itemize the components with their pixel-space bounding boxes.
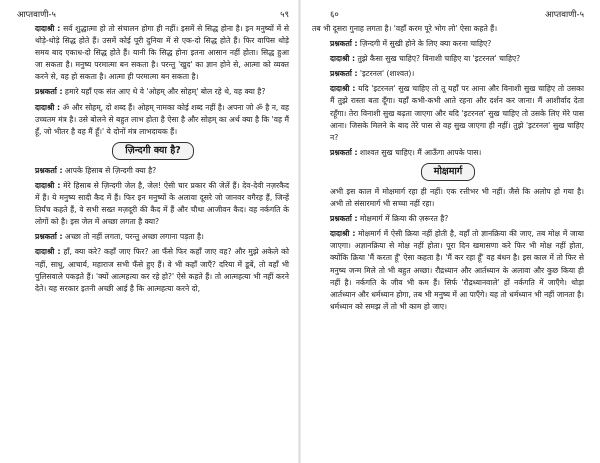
paragraph-text: मोक्षमार्ग में ऐसी क्रिया नहीं होती है, वहाँ तो ज्ञानक्रिया की जाए, तब मोक्ष में जाया जाएगा। अज्ञानक्रिया से मोक्ष नहीं होता। पूरा दिन खमासणा करे फिर भी मोक्ष नहीं होता, क्योंकि क्रिया 'मैं करता हूँ' ऐसा कहता है। 'मैं कर रहा हूँ' वह बंधन है। इस काल में तो फिर से मनुष्य जन्म मिले तो भी बहुत अच्छा। रौद्रध्यान और आर्तध्यान के अलावा और कुछ किया ही नहीं है। नर्कगति के जीव भी कम हैं। सिर्फ 'रौद्रध्यानवाले' हों नर्कगति में जाएँगे। थोड़ा आर्तध्यान और धर्मध्यान होगा, तब भी मनुष्य में आ पाएँगे। यह तो धर्मध्यान भी नहीं जानता है। धर्मध्यान को समझ लें तो भी काम हो जाए। — [330, 229, 585, 311]
paragraph-text: तब भी दूसरा गुनाह लगता है। 'वहाँ करम पूरे भोग लो' ऐसा कहते हैं। — [312, 24, 498, 33]
paragraph-text: 'इटरनल' (शाश्वत)। — [359, 69, 415, 79]
right-page-number: ६० — [330, 9, 339, 20]
left-paragraph-group-1 — [17, 23, 289, 138]
right-body — [312, 23, 584, 313]
paragraph — [312, 53, 584, 65]
paragraph-text: तुझे कैसा सुख चाहिए? विनाशी चाहिए या 'इटरनल' चाहिए? — [357, 54, 521, 64]
paragraph — [17, 86, 289, 98]
left-body — [17, 23, 289, 295]
speaker-label: दादाश्री : — [330, 54, 356, 64]
paragraph — [312, 83, 584, 143]
right-header-title: आप्तवाणी-५ — [545, 9, 584, 20]
left-running-header — [17, 8, 289, 20]
speaker-label: प्रश्नकर्ता : — [35, 87, 63, 97]
left-page-number: ५९ — [280, 9, 289, 20]
paragraph-text: मोक्षमार्ग में क्रिया की ज़रूरत है? — [359, 214, 449, 224]
section-heading-mokshmarg: मोक्षमार्ग — [312, 163, 584, 181]
paragraph — [312, 23, 584, 35]
left-paragraph-group-2 — [17, 165, 289, 295]
paragraph — [312, 186, 584, 210]
paragraph-text: आपके हिसाब से ज़िन्दगी क्या है? — [64, 165, 157, 175]
section-heading-zindagi: ज़िन्दगी क्या है? — [17, 142, 289, 160]
paragraph — [17, 23, 289, 83]
paragraph-text: सर्व शुद्धात्मा हो तो संचालन होगा ही नहीं। इसमें से सिद्ध होना है। इन मनुष्यों में से थोड़े-थोड़े सिद्ध होते हैं। उसमें कोई पूरी दुनिया में से एक-दो सिद्ध होते हैं। फिर वापिस थोड़े समय बाद एकाध-दो सिद्ध होते हैं। यानी कि सिद्ध होना इतना आसान नहीं होता। सिद्ध हुआ जा सकता है। मनुष्य परमात्मा बन सकता है। परन्तु 'खुद' का ज्ञान होने से, आत्मा को व्यक्त करने से, वह हो सकता है। आत्मा ही परमात्मा बन सकता है। — [35, 24, 289, 82]
paragraph-text: हाँ, क्या करे? कहाँ जाए फिर? आ फँसे फिर कहाँ जाए वह? और मुझे अकेले को नहीं, साधु, आचार्य, महाराज सभी फँसे हुए हैं। वे भी कहाँ जाएँ? दरिया में डूबें, तो वहाँ भी पुलिसवाले पकड़ते हैं। 'क्यों आत्महत्या कर रहे हो?' ऐसे कहते हैं। तो आत्महत्या भी नहीं करने देते। यह सरकार इतनी अच्छी आई है कि आत्महत्या करने दो, — [35, 247, 289, 293]
speaker-label: प्रश्नकर्ता : — [330, 214, 358, 224]
paragraph — [312, 68, 584, 80]
speaker-label: प्रश्नकर्ता : — [330, 39, 358, 49]
speaker-label: दादाश्री : — [330, 84, 356, 94]
speaker-label: दादाश्री : — [35, 247, 61, 257]
speaker-label: दादाश्री : — [35, 102, 61, 112]
paragraph — [17, 231, 289, 243]
right-paragraph-group-1 — [312, 23, 584, 159]
paragraph — [312, 213, 584, 225]
speaker-label: प्रश्नकर्ता : — [35, 165, 63, 175]
speaker-label: दादाश्री : — [35, 24, 61, 33]
paragraph-text: यदि 'इटरनल' सुख चाहिए तो तू यहाँ पर आना और विनाशी सुख चाहिए तो उसका मैं तुझे रास्ता बता दूँगा। यहाँ कभी-कभी आते रहना और दर्शन कर जाना। मैं आशीर्वाद देता रहूँगा। तेरा विनाशी सुख बढ़ता जाएगा और यदि 'इटरनल' सुख चाहिए तो उसके लिए मेरे पास आना। जिसके मिलने के बाद तेरे पास से वह सुख जाएगा ही नहीं। तुझे 'इटरनल' सुख चाहिए न? — [330, 84, 584, 142]
paragraph-text: शाश्वत सुख चाहिए। मैं आऊँगा आपके पास। — [359, 147, 482, 157]
paragraph-text: ज़िन्दगी में सुखी होने के लिए क्या करना चाहिए? — [359, 39, 492, 49]
paragraph — [312, 147, 584, 159]
speaker-label: प्रश्नकर्ता : — [35, 232, 63, 242]
right-page — [300, 0, 600, 463]
speaker-label: दादाश्री : — [35, 180, 61, 190]
left-page — [0, 0, 299, 463]
paragraph — [312, 228, 584, 313]
paragraph-text: हमारे यहाँ एक संत आए थे वे 'ओहम् और सोहम्' बोल रहे थे, वह क्या है? — [64, 87, 266, 97]
paragraph — [17, 102, 289, 138]
right-paragraph-group-2 — [312, 186, 584, 313]
speaker-label: दादाश्री : — [330, 229, 356, 239]
left-header-title: आप्तवाणी-५ — [17, 9, 56, 20]
paragraph — [17, 246, 289, 294]
paragraph-text: मेरे हिसाब से ज़िन्दगी जेल है, जेल! ऐसी चार प्रकार की जेलें हैं। देव-देवी नज़रकैद में हैं। ये मनुष्य सादी कैद में हैं। फिर इन मनुष्यों के अलावा दूसरे जो जानवर वगैरह हैं, जिन्हें तिर्यंच कहते हैं, वे सभी सख्त मज़दूरी की कैद में हैं और चौथा आजीवन कैद। वह नर्कगति के लोगों को है। इस जेल में अच्छा लगता है क्या? — [35, 180, 289, 227]
paragraph — [17, 180, 289, 228]
paragraph-text: अच्छा तो नहीं लगता, परन्तु अच्छा लगाना पड़ता है। — [64, 232, 204, 242]
paragraph-text: ॐ और सोहम्, दो शब्द हैं। ओहम् नामका कोई शब्द नहीं है। अपना जो ॐ है न, वह उच्चतम मंत्र है। उसे बोलने से बहुत लाभ होता है ऐसा है और सोहम् का अर्थ क्या है कि 'वह मैं हूँ, जो भीतर है वह मैं हूँ।' ये दोनों मंत्र लाभदायक हैं। — [35, 102, 289, 136]
paragraph — [17, 165, 289, 177]
speaker-label: प्रश्नकर्ता : — [330, 147, 358, 157]
paragraph — [312, 38, 584, 50]
right-running-header — [312, 8, 584, 20]
paragraph-text: अभी इस काल में मोक्षमार्ग रहा ही नहीं। एक रत्तीभर भी नहीं। जैसे कि अलोप हो गया है। अभी तो संसारमार्ग भी सच्चा नहीं रहा। — [330, 186, 584, 209]
speaker-label: प्रश्नकर्ता : — [330, 69, 358, 79]
